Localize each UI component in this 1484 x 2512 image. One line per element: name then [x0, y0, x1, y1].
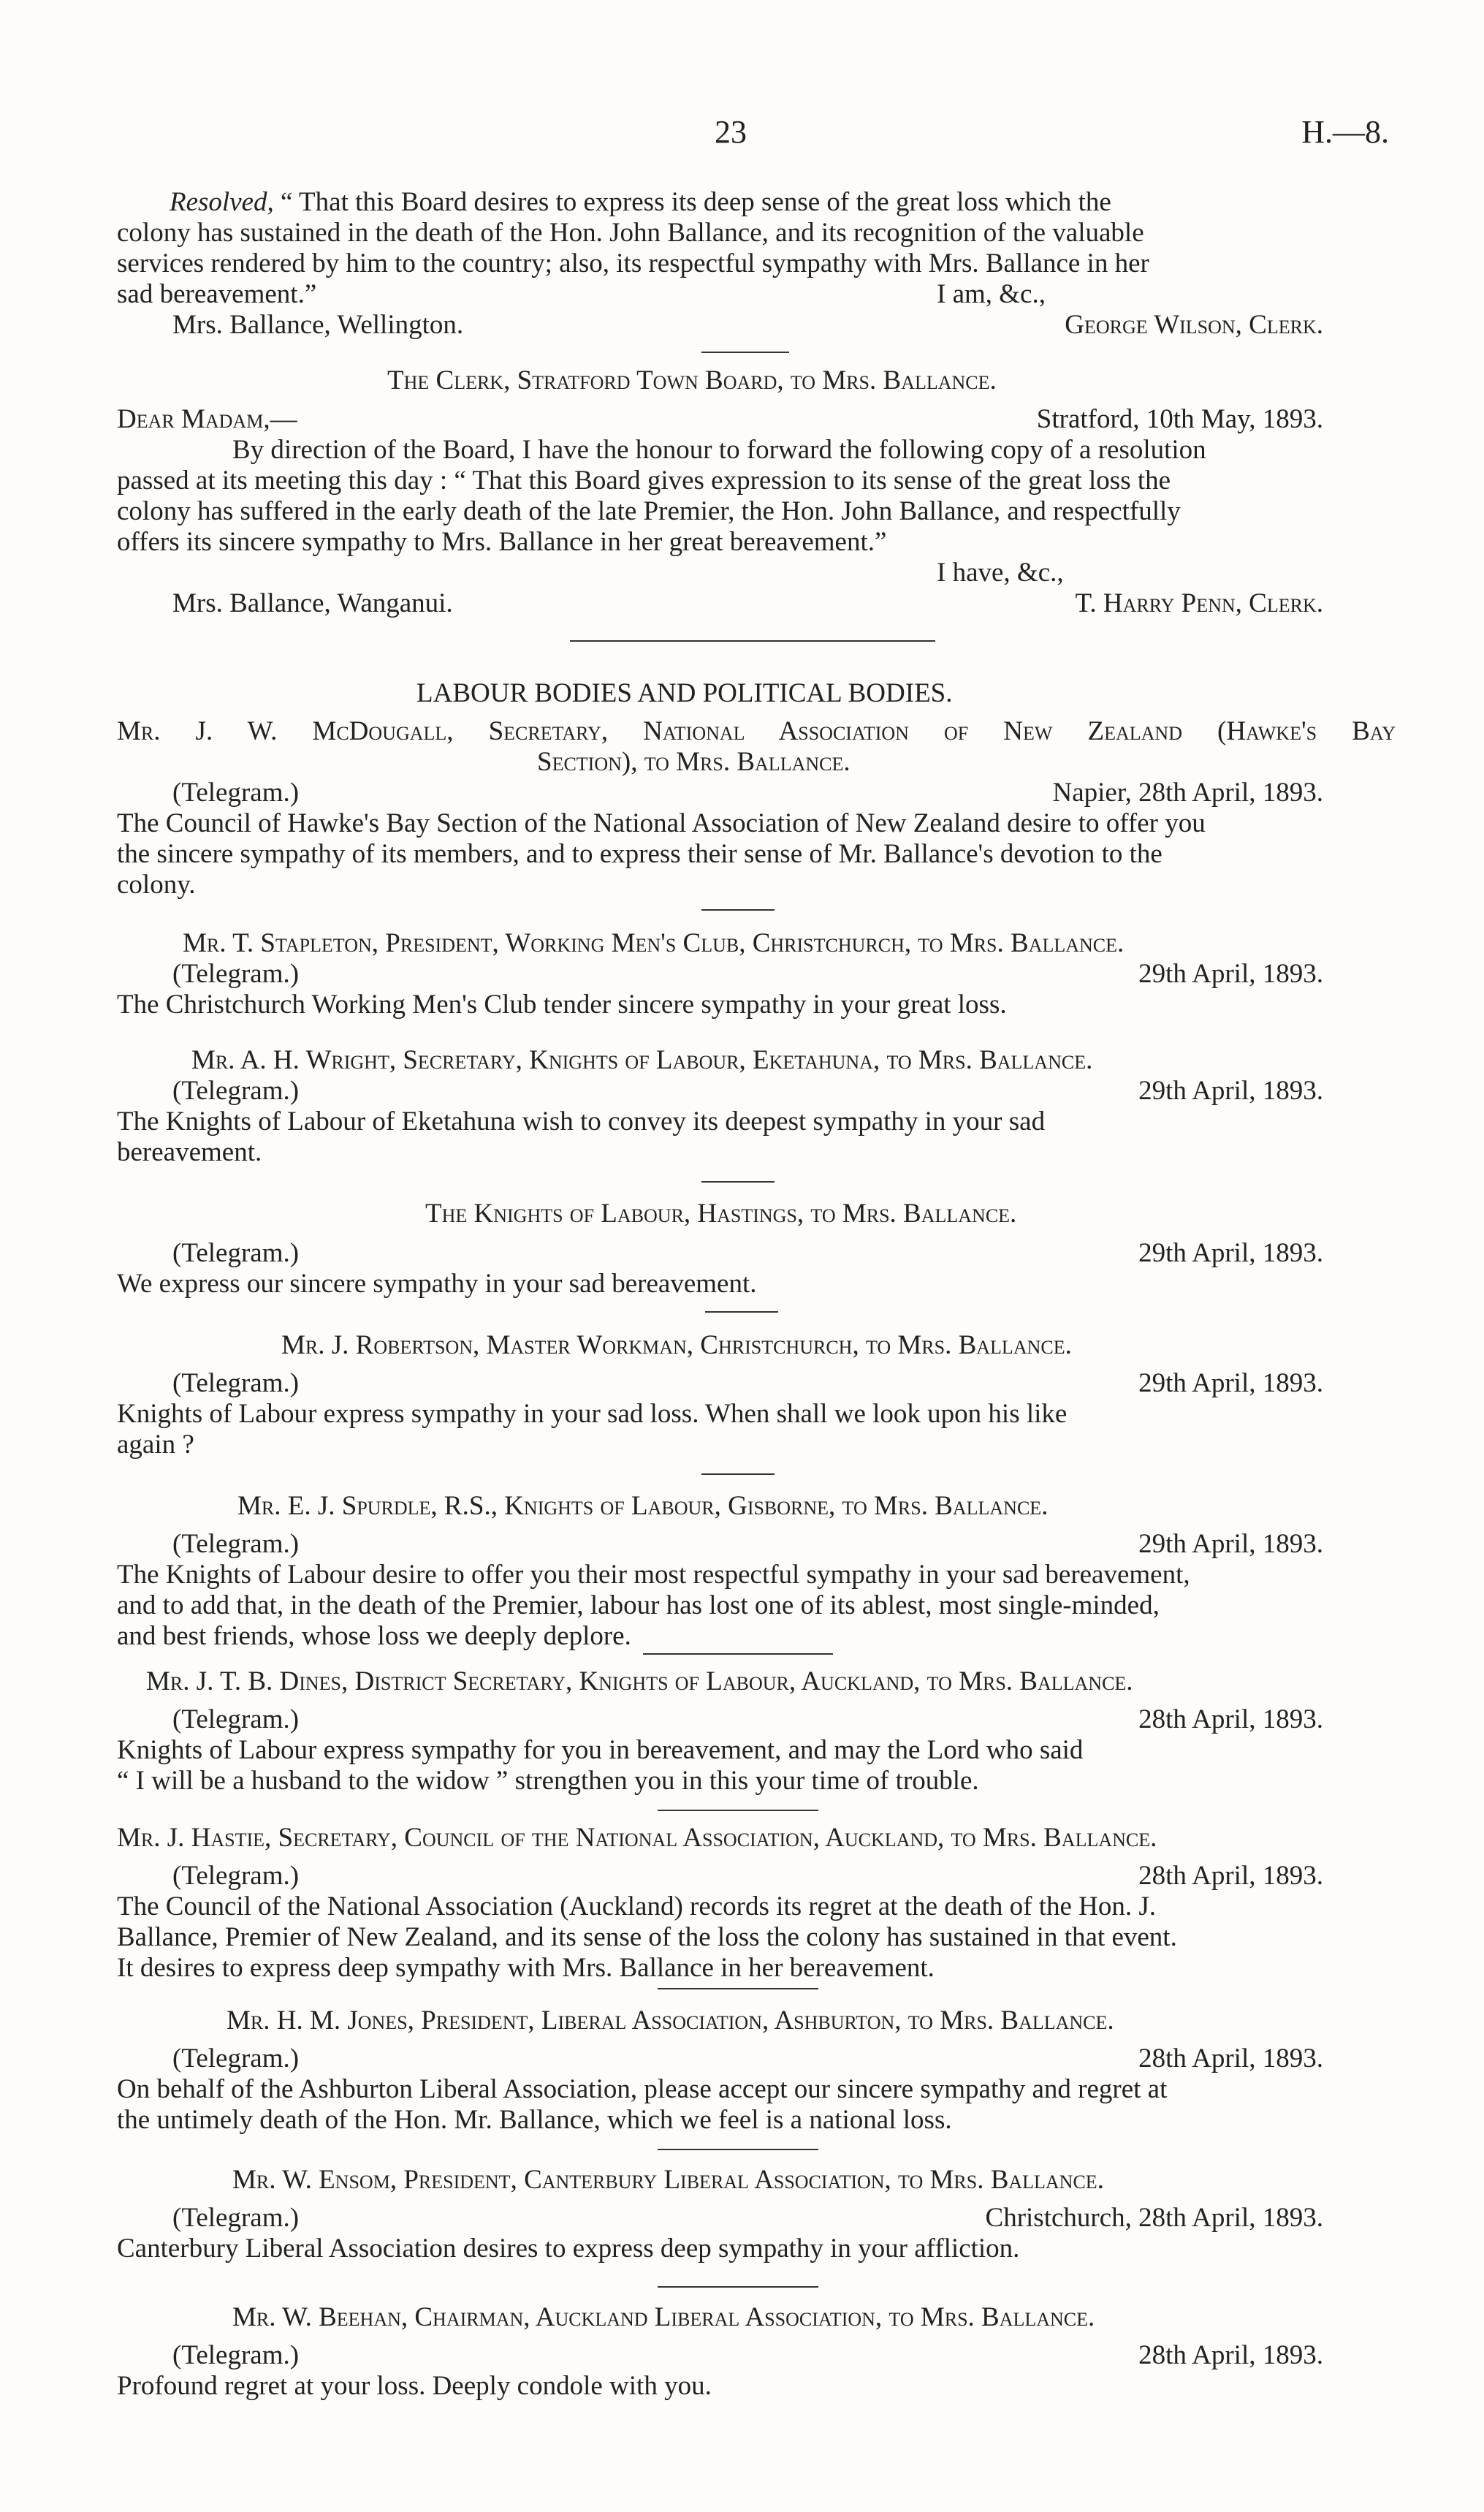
letter-line: offers its sincere sympathy to Mrs. Ballance in her great bereavement.” [117, 527, 887, 557]
entry-body: Canterbury Liberal Association desires to express deep sympathy in your affliction. [117, 2234, 1020, 2264]
divider [658, 2149, 818, 2150]
letter-paragraph [117, 435, 1396, 558]
place-date: Stratford, 10th May, 1893. [1036, 404, 1323, 434]
document-reference: H.—8. [1301, 114, 1389, 150]
telegram-label: (Telegram.) [172, 1704, 300, 1734]
entry-heading: Mr. A. H. Wright, Secretary, Knights of Labour, Eketahuna, to Mrs. Ballance. [191, 1045, 1093, 1075]
entry-heading: Mr. E. J. Spurdle, R.S., Knights of Labour, Gisborne, to Mrs. Ballance. [237, 1491, 1049, 1521]
entry-heading: Mr. T. Stapleton, President, Working Men's Club, Christchurch, to Mrs. Ballance. [183, 928, 1125, 958]
entry-date: 29th April, 1893. [1138, 1238, 1323, 1268]
closing: I am, &c., [937, 279, 1046, 309]
letter-heading: The Clerk, Stratford Town Board, to Mrs. Ballance. [387, 365, 997, 395]
telegram-label: (Telegram.) [172, 2044, 300, 2073]
entry-heading: Mr. J. T. B. Dines, District Secretary, Knights of Labour, Auckland, to Mrs. Ballance. [146, 1666, 1133, 1696]
divider [643, 1653, 833, 1655]
resolution-line: sad bereavement.” [117, 279, 317, 309]
entry-heading: Mr. J. W. McDougall, Secretary, National Association of New Zealand (Hawke's Bay [117, 716, 1396, 746]
telegram-label: (Telegram.) [172, 1529, 300, 1559]
entry-heading: Mr. W. Beehan, Chairman, Auckland Liberal Association, to Mrs. Ballance. [232, 2302, 1095, 2332]
signer: George Wilson, Clerk. [1065, 310, 1323, 340]
entry-date: Napier, 28th April, 1893. [1052, 778, 1323, 808]
entry-heading: Mr. W. Ensom, President, Canterbury Liberal Association, to Mrs. Ballance. [232, 2165, 1104, 2195]
divider [701, 1181, 775, 1183]
telegram-label: (Telegram.) [172, 959, 300, 989]
divider [658, 1810, 818, 1811]
addressee: Mrs. Ballance, Wanganui. [172, 588, 453, 618]
entry-heading: Mr. H. M. Jones, President, Liberal Association, Ashburton, to Mrs. Ballance. [227, 2006, 1114, 2035]
section-divider [570, 640, 935, 642]
salutation: Dear Madam,— [117, 404, 297, 434]
telegram-label: (Telegram.) [172, 1076, 300, 1106]
resolution-line: services rendered by him to the country; also, its respectful sympathy with Mrs. Ballance in her [117, 248, 1149, 278]
resolution-paragraph [117, 187, 1396, 310]
resolution-line: “ That this Board desires to express its deep sense of the great loss which the [281, 187, 1111, 217]
telegram-label: (Telegram.) [172, 1368, 300, 1398]
divider [701, 909, 775, 911]
entry-date: Christchurch, 28th April, 1893. [985, 2203, 1323, 2233]
telegram-label: (Telegram.) [172, 2340, 300, 2370]
letter-line: By direction of the Board, I have the honour to forward the following copy of a resolution [232, 435, 1206, 465]
telegram-label: (Telegram.) [172, 1238, 300, 1268]
entry-body: The Council of Hawke's Bay Section of the National Association of New Zealand desire to offer you the sincere sympathy of its members, and to express their sense of Mr. Ballance's devotion to the colony. [117, 808, 1206, 900]
entry-body: The Christchurch Working Men's Club tender sincere sympathy in your great loss. [117, 990, 1007, 1020]
entry-body: On behalf of the Ashburton Liberal Association, please accept our sincere sympathy and regret at the untimely death of the Hon. Mr. Ballance, which we feel is a national loss. [117, 2074, 1168, 2135]
divider [658, 1988, 818, 1989]
entry-body: The Knights of Labour desire to offer you their most respectful sympathy in your sad bereavement, and to add that, in the death of the Premier, labour has lost one of its ablest, most single-minded, and best friends, whose loss we deeply deplore. [117, 1560, 1190, 1651]
entry-date: 29th April, 1893. [1138, 1076, 1323, 1106]
signer: T. Harry Penn, Clerk. [1075, 588, 1323, 618]
entry-body: Knights of Labour express sympathy for you in bereavement, and may the Lord who said “ I will be a husband to the widow ” strengthen you in this your time of trouble. [117, 1735, 1084, 1796]
entry-date: 29th April, 1893. [1138, 1368, 1323, 1398]
entry-body: We express our sincere sympathy in your sad bereavement. [117, 1269, 757, 1299]
telegram-label: (Telegram.) [172, 2203, 300, 2233]
resolved-word: Resolved, [170, 187, 274, 217]
entry-date: 28th April, 1893. [1138, 1861, 1323, 1891]
addressee: Mrs. Ballance, Wellington. [172, 310, 464, 340]
entry-heading: Mr. J. Hastie, Secretary, Council of the National Association, Auckland, to Mrs. Ballance. [117, 1823, 1157, 1853]
letter-line: passed at its meeting this day : “ That this Board gives expression to its sense of the great loss the [117, 466, 1171, 496]
divider [658, 2286, 818, 2288]
telegram-label: (Telegram.) [172, 1861, 300, 1891]
entry-heading: Section), to Mrs. Ballance. [537, 747, 851, 777]
entry-heading: The Knights of Labour, Hastings, to Mrs. Ballance. [425, 1199, 1017, 1229]
entry-body: Knights of Labour express sympathy in your sad loss. When shall we look upon his like again ? [117, 1399, 1068, 1460]
entry-date: 29th April, 1893. [1138, 959, 1323, 989]
telegram-label: (Telegram.) [172, 778, 300, 808]
entry-heading: Mr. J. Robertson, Master Workman, Christchurch, to Mrs. Ballance. [281, 1330, 1072, 1360]
divider [701, 352, 789, 353]
closing: I have, &c., [937, 558, 1064, 588]
entry-body: The Council of the National Association (Auckland) records its regret at the death of the Hon. J. Ballance, Premier of New Zealand, and its sense of the loss the colony has sustained in that event. It desires to express deep sympathy with Mrs. Ballance in her bereavement. [117, 1891, 1177, 1983]
entry-date: 28th April, 1893. [1138, 2340, 1323, 2370]
entry-body: Profound regret at your loss. Deeply condole with you. [117, 2371, 712, 2401]
entry-date: 28th April, 1893. [1138, 1704, 1323, 1734]
resolution-line: colony has sustained in the death of the Hon. John Ballance, and its recognition of the valuable [117, 218, 1144, 248]
entry-date: 29th April, 1893. [1138, 1529, 1323, 1559]
divider [705, 1311, 778, 1313]
section-title: LABOUR BODIES AND POLITICAL BODIES. [416, 678, 953, 708]
divider [701, 1473, 775, 1475]
page-number: 23 [715, 114, 747, 150]
entry-date: 28th April, 1893. [1138, 2044, 1323, 2073]
letter-line: colony has suffered in the early death of the late Premier, the Hon. John Ballance, and respectfully [117, 496, 1181, 526]
entry-body: The Knights of Labour of Eketahuna wish to convey its deepest sympathy in your sad bereavement. [117, 1107, 1046, 1167]
